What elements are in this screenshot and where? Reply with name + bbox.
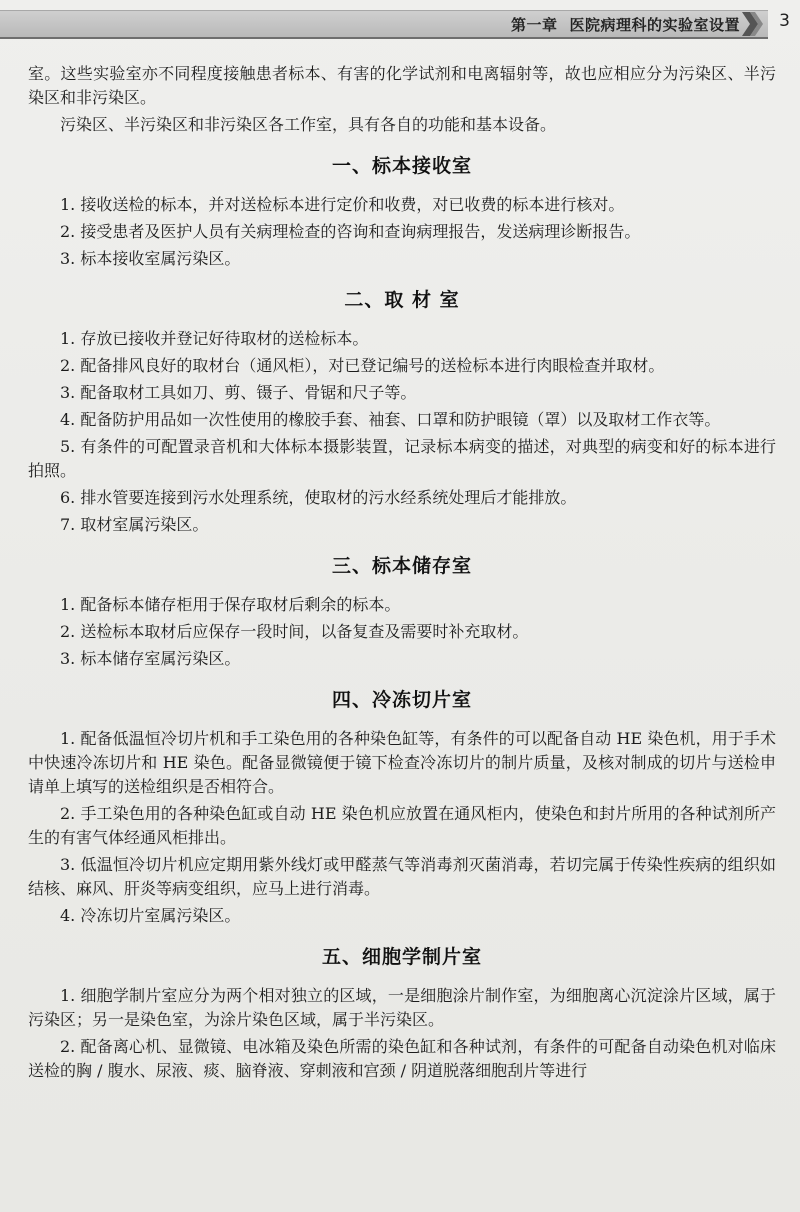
list-item: 2. 接受患者及医护人员有关病理检查的咨询和查询病理报告，发送病理诊断报告。 — [60, 222, 641, 241]
list-item: 2. 送检标本取材后应保存一段时间，以备复查及需要时补充取材。 — [60, 622, 529, 641]
header-title — [511, 14, 740, 35]
list-item: 3. 低温恒冷切片机应定期用紫外线灯或甲醛蒸气等消毒剂灭菌消毒，若切完属于传染性疾病的组织如结核、麻风、肝炎等病变组织，应马上进行消毒。 — [28, 855, 776, 898]
list-item: 1. 接收送检的标本，并对送检标本进行定价和收费，对已收费的标本进行核对。 — [60, 195, 625, 214]
chapter-title: 医院病理科的实验室设置 — [569, 16, 740, 34]
intro-paragraph-1: 室。这些实验室亦不同程度接触患者标本、有害的化学试剂和电离辐射等，故也应相应分为污染区、半污染区和非污染区。 — [28, 64, 776, 107]
list-item: 2. 配备离心机、显微镜、电冰箱及染色所需的染色缸和各种试剂，有条件的可配备自动染色机对临床送检的胸 / 腹水、尿液、痰、脑脊液、穿刺液和宫颈 / 阴道脱落细胞刮片等进行 — [28, 1037, 776, 1080]
list-item: 6. 排水管要连接到污水处理系统，使取材的污水经系统处理后才能排放。 — [60, 488, 577, 507]
section-heading-grossing-room: 二、取 材 室 — [344, 289, 460, 311]
list-item: 2. 手工染色用的各种染色缸或自动 HE 染色机应放置在通风柜内，使染色和封片所用的各种试剂所产生的有害气体经通风柜排出。 — [28, 804, 776, 847]
list-item: 1. 配备标本储存柜用于保存取材后剩余的标本。 — [60, 595, 401, 614]
list-item: 4. 配备防护用品如一次性使用的橡胶手套、袖套、口罩和防护眼镜（罩）以及取材工作衣等。 — [60, 410, 721, 429]
section-heading-cytology-prep: 五、细胞学制片室 — [321, 946, 482, 968]
list-item: 5. 有条件的可配置录音机和大体标本摄影装置，记录标本病变的描述，对典型的病变和好的标本进行拍照。 — [28, 437, 776, 480]
section-heading-specimen-storage: 三、标本储存室 — [331, 555, 472, 577]
list-item: 3. 配备取材工具如刀、剪、镊子、骨锯和尺子等。 — [60, 383, 417, 402]
chapter-label: 第一章 — [510, 16, 558, 34]
section-heading-specimen-reception: 一、标本接收室 — [331, 155, 472, 177]
intro-paragraph-2: 污染区、半污染区和非污染区各工作室，具有各自的功能和基本设备。 — [60, 115, 557, 134]
list-item: 4. 冷冻切片室属污染区。 — [60, 906, 241, 925]
list-item: 3. 标本储存室属污染区。 — [60, 649, 241, 668]
list-item: 3. 标本接收室属污染区。 — [60, 249, 241, 268]
section-heading-frozen-section: 四、冷冻切片室 — [331, 689, 472, 711]
list-item: 1. 存放已接收并登记好待取材的送检标本。 — [60, 329, 369, 348]
list-item: 2. 配备排风良好的取材台（通风柜），对已登记编号的送检标本进行肉眼检查并取材。 — [60, 356, 665, 375]
page-body — [28, 62, 776, 1083]
page-number: 3 — [779, 11, 790, 31]
list-item: 1. 细胞学制片室应分为两个相对独立的区域，一是细胞涂片制作室，为细胞离心沉淀涂片区域，属于污染区；另一是染色室，为涂片染色区域，属于半污染区。 — [28, 986, 776, 1029]
list-item: 7. 取材室属污染区。 — [60, 515, 209, 534]
list-item: 1. 配备低温恒冷切片机和手工染色用的各种染色缸等，有条件的可以配备自动 HE 染色机，用于手术中快速冷冻切片和 HE 染色。配备显微镜便于镜下检查冷冻切片的制片质量，及核对制成的切片与送检申请单上填写的送检组织是否相符合。 — [28, 729, 776, 796]
running-header — [0, 0, 800, 44]
chevron-right-icon — [742, 12, 764, 36]
